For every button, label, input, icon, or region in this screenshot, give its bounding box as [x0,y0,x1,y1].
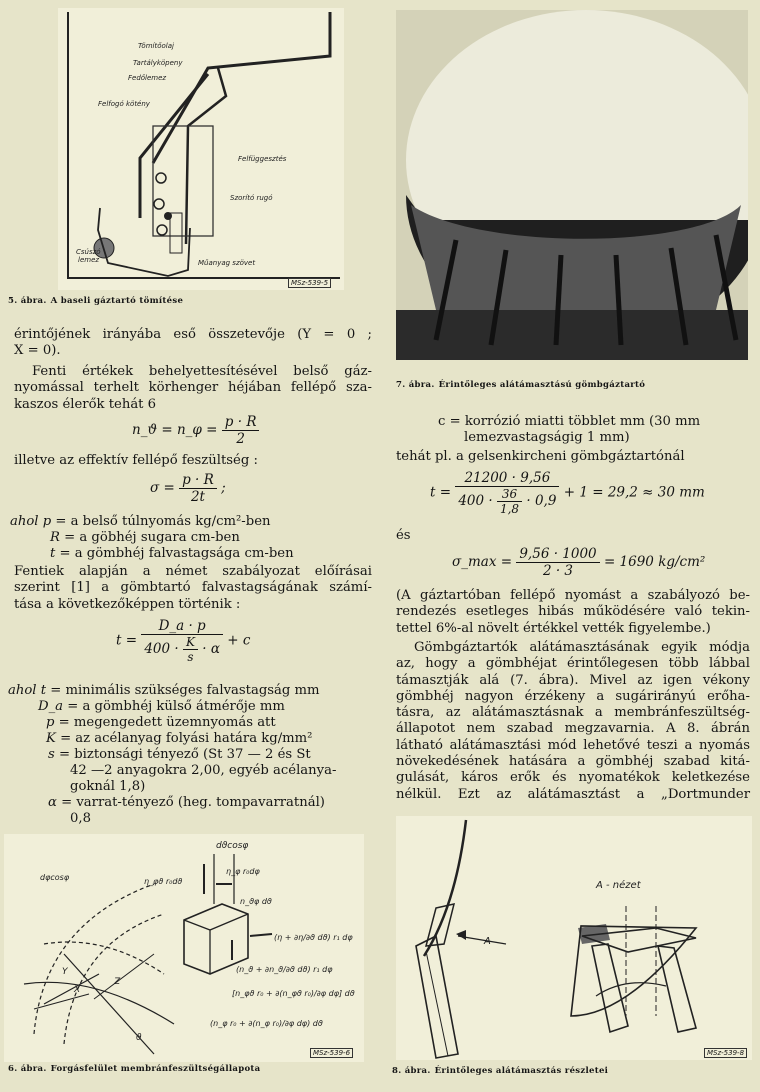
figure-5-caption [8,296,183,306]
figure-6-caption [8,1064,260,1074]
left-paragraph-1: érintőjének irányába eső összetevője (Y = 0 ; X = 0). [14,327,372,359]
figure-5-ref: MSz-539-5 [288,278,331,288]
svg-text:[n_φϑ r₀ + ∂(n_φϑ r₀)/∂φ dφ] d: [n_φϑ r₀ + ∂(n_φϑ r₀)/∂φ dφ] dϑ [232,989,355,998]
figure-8 [396,816,752,1060]
svg-text:dϑcosφ: dϑcosφ [216,841,249,851]
svg-text:ϑ: ϑ [136,1033,142,1043]
left-paragraph-4: Fentiek alapján a német szabályozat előírásai szerint [1] a gömbtartó falvastagságának számí- tása a következőképpen történik : [14,564,372,612]
figure-7-drawing [396,10,748,360]
svg-text:(η + ∂η/∂ϑ dϑ) r₁ dφ: (η + ∂η/∂ϑ dϑ) r₁ dφ [274,933,353,942]
svg-text:Fedőlemez: Fedőlemez [128,74,167,82]
svg-text:Felfogó kötény: Felfogó kötény [98,100,150,108]
figure-6-caption-text: Forgásfelület membránfeszültségállapota [50,1064,261,1074]
figure-8-caption-number: 8. ábra. [392,1066,431,1076]
figure-6-drawing [4,834,364,1062]
equation-4: t = 21200 · 9,56 400 · $\frac{36}{1,8}$ · 0,9 + 1 = 29,2 ≈ 30 mm [430,470,705,516]
svg-text:dφcosφ: dφcosφ [40,873,70,882]
svg-text:Csúszó: Csúszó [76,248,101,256]
equation-1: n_ϑ = n_φ = $\frac{p \cdot R}{2}$ [132,414,259,447]
figure-8-caption [392,1066,608,1076]
definitions-2: ahol t = minimális szükséges falvastagság mm D_a = a gömbhéj külső átmérője mm p = megengedett üzemnyomás att K = az acélanyag folyási határa kg/mm² s = biztonsági tényező (St 37 — 2 és St 42 —2 anyagokra 2,00, egyéb acélanya- goknál 1,8) α = varrat-tényező (heg. tompavarratnál) 0,8 [8,683,337,826]
right-paragraph-1: tehát pl. a gelsenkircheni gömbgáztartónál [396,449,685,464]
figure-7-caption-text: Érintőleges alátámasztású gömbgáztartó [438,380,646,390]
right-es: és [396,528,411,543]
svg-text:η_φ r₀dφ: η_φ r₀dφ [226,867,260,876]
svg-text:Műanyag szövet: Műanyag szövet [198,259,256,267]
equation-2: σ = $\frac{p \cdot R}{2t}$ ; [150,472,226,505]
right-paragraph-3: Gömbgáztartók alátámasztásának egyik módja az, hogy a gömbhéjat érintőlegesen több lábbal támasztják alá (7. ábra). Mivel az igen vékony gömbhéj nagyon érzékeny a sugárirányú erőha- tásra, az alátámasztásnak a membránfeszültség- állapotot nem szabad megzavarnia. A 8. ábrán látható alátámasztási mód lehetővé teszi a nyomás növekedésének hatására a gömbhéj szabad kitá- gulását, káros erők és nyomatékok keletkezése nélkül. Ezt az alátámasztást a „Dortmunder [396,640,750,802]
figure-5 [58,8,344,290]
figure-8-ref: MSz-539-8 [704,1048,747,1058]
right-paragraph-2: (A gáztartóban fellépő nyomást a szabályozó be- rendezés esetleges hibás működésére való tekin- tettel 6%-al növelt értékkel vették figyelembe.) [396,588,750,636]
figure-7-caption-number: 7. ábra. [396,380,435,390]
svg-text:(n_ϑ + ∂n_ϑ/∂ϑ dϑ) r₁ dφ: (n_ϑ + ∂n_ϑ/∂ϑ dϑ) r₁ dφ [236,965,333,974]
svg-text:Tartályköpeny: Tartályköpeny [133,59,183,67]
svg-text:η_φϑ r₀dϑ: η_φϑ r₀dϑ [144,877,183,886]
svg-text:Y: Y [62,967,68,977]
svg-text:n_ϑφ dϑ: n_ϑφ dϑ [240,897,272,906]
figure-5-drawing [58,8,344,290]
figure-5-caption-number: 5. ábra. [8,296,47,306]
figure-8-caption-text: Érintőleges alátámasztás részletei [434,1066,609,1076]
svg-text:A - nézet: A - nézet [596,880,641,891]
left-paragraph-3: illetve az effektív fellépő feszültség : [14,453,258,468]
figure-6-caption-number: 6. ábra. [8,1064,47,1074]
figure-8-drawing [396,816,752,1060]
figure-7-photo [396,10,748,360]
svg-text:Szorító rugó: Szorító rugó [230,194,273,202]
svg-text:Tömítőolaj: Tömítőolaj [138,42,174,50]
left-paragraph-2: Fenti értékek behelyettesítésével belső gáz- nyomással terhelt körhenger héjában fellépő sza- kaszos élerők tehát 6 [14,364,372,412]
equation-5: σ_max = $\frac{9,56 \cdot 1000}{2 \cdot 3}$ = 1690 kg/cm² [452,546,706,579]
svg-text:Felfüggesztés: Felfüggesztés [238,155,287,163]
right-c-definition: c = korrózió miatti többlet mm (30 mm lemezvastagságig 1 mm) [438,414,701,446]
svg-text:Z: Z [114,977,121,987]
definitions-1: ahol p = a belső túlnyomás kg/cm²-ben R = a göbhéj sugara cm-ben t = a gömbhéj falvastagsága cm-ben [10,514,294,561]
svg-text:(n_φ r₀ + ∂(n_φ r₀)/∂φ dφ) dϑ: (n_φ r₀ + ∂(n_φ r₀)/∂φ dφ) dϑ [210,1019,323,1028]
figure-7-caption [396,380,645,390]
svg-text:X: X [74,985,81,995]
figure-6 [4,834,364,1062]
svg-text:A: A [484,936,491,947]
equation-3: t = D_a · p 400 · $\frac{K}{s}$ · α + c [116,618,251,664]
figure-6-ref: MSz-539-6 [310,1048,353,1058]
figure-5-caption-text: A baseli gáztartó tömítése [50,296,184,306]
svg-text:lemez: lemez [78,256,100,264]
